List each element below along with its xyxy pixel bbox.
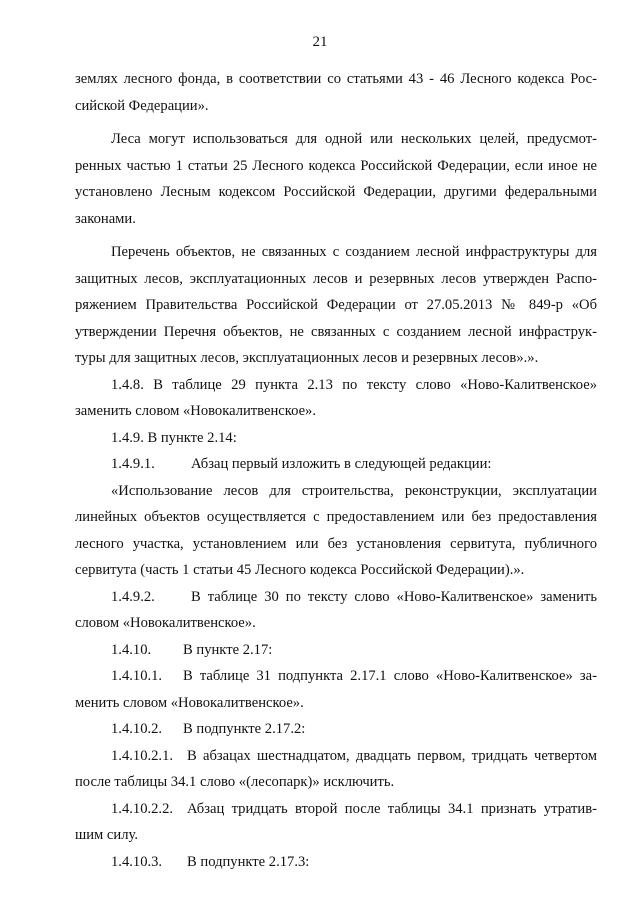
text-line: 1.4.8. В таблице 29 пункта 2.13 по тексту слово «Ново-Калитвенское» [111,376,597,393]
clause-number: 1.4.10.2.2. [111,800,174,817]
clause-text: Абзац первый изложить в следующей редакции: [191,456,492,472]
paragraph [75,849,597,876]
clause-text: В пункте 2.17: [183,641,273,658]
clause-number: 1.4.10.2.1. [111,747,174,764]
clause-number: 1.4.10. [111,641,152,658]
document-body [75,66,597,875]
text-line: словом «Новокалитвенское». [75,615,256,631]
text-line [75,716,597,743]
text-line [75,584,597,611]
text-line [75,743,597,770]
text-line: сийской Федерации». [75,97,209,114]
text-line: «Использование лесов для строительства, реконструкции, эксплуатации [111,482,597,499]
text-line [75,849,597,876]
paragraph [75,716,597,743]
text-line: землях лесного фонда, в соответствии со статьями 43 - 46 Лесного кодекса Рос- [75,71,597,87]
clause-number: 1.4.9.1. [111,456,155,472]
text-line: ряжением Правительства Российской Федерации от 27.05.2013 № 849-р «Об [75,297,597,313]
paragraph [75,372,597,425]
paragraph [75,584,597,637]
paragraph [75,126,597,232]
paragraph [75,637,597,664]
text-line: Леса могут использоваться для одной или нескольких целей, предусмот- [111,131,597,147]
text-line [75,637,597,664]
clause-number: 1.4.9.2. [111,588,155,605]
text-line: ренных частью 1 статьи 25 Лесного кодекса Российской Федерации, если иное не [75,157,597,174]
clause-text: В таблице 31 подпункта 2.17.1 слово «Ново-Калитвенское» за- [183,668,597,684]
text-line: утверждении Перечня объектов, не связанных с созданием лесной инфраструк- [75,323,597,340]
paragraph [75,425,597,452]
text-line: шим силу. [75,827,138,843]
text-line [75,796,597,823]
clause-text: В таблице 30 по тексту слово «Ново-Калитвенское» заменить [191,588,597,605]
paragraph [75,239,597,372]
paragraph [75,743,597,796]
text-line: лесного участка, установлением или без установления сервитута, публичного [75,535,597,552]
paragraph [75,796,597,849]
clause-text: Абзац тридцать второй после таблицы 34.1 признать утратив- [187,800,597,817]
paragraph [75,478,597,584]
clause-number: 1.4.10.2. [111,721,163,737]
paragraph [75,66,597,119]
text-line: сервитута (часть 1 статьи 45 Лесного кодекса Российской Федерации).». [75,562,525,578]
clause-text: В подпункте 2.17.2: [183,721,306,737]
clause-text: В подпункте 2.17.3: [187,853,310,870]
text-line: заменить словом «Новокалитвенское». [75,403,316,419]
text-line: 1.4.9. В пункте 2.14: [111,429,237,446]
text-line: законами. [75,210,136,227]
text-line [75,451,597,478]
text-line: установлено Лесным кодексом Российской Федерации, другими федеральными [75,184,597,200]
text-line: туры для защитных лесов, эксплуатационных лесов и резервных лесов».». [75,350,539,366]
clause-text: В абзацах шестнадцатом, двадцать первом, тридцать четвертом [187,747,597,764]
text-line: менить словом «Новокалитвенское». [75,694,304,711]
clause-number: 1.4.10.1. [111,668,163,684]
clause-number: 1.4.10.3. [111,853,163,870]
text-line: после таблицы 34.1 слово «(лесопарк)» исключить. [75,774,395,790]
paragraph [75,451,597,478]
paragraph [75,663,597,716]
text-line: Перечень объектов, не связанных с созданием лесной инфраструктуры для [111,244,597,260]
text-line: линейных объектов осуществляется с предоставлением или без предоставления [75,509,597,525]
page-number: 21 [312,34,328,50]
text-line [75,663,597,690]
text-line: защитных лесов, эксплуатационных лесов и резервных лесов утвержден Распо- [75,270,597,287]
